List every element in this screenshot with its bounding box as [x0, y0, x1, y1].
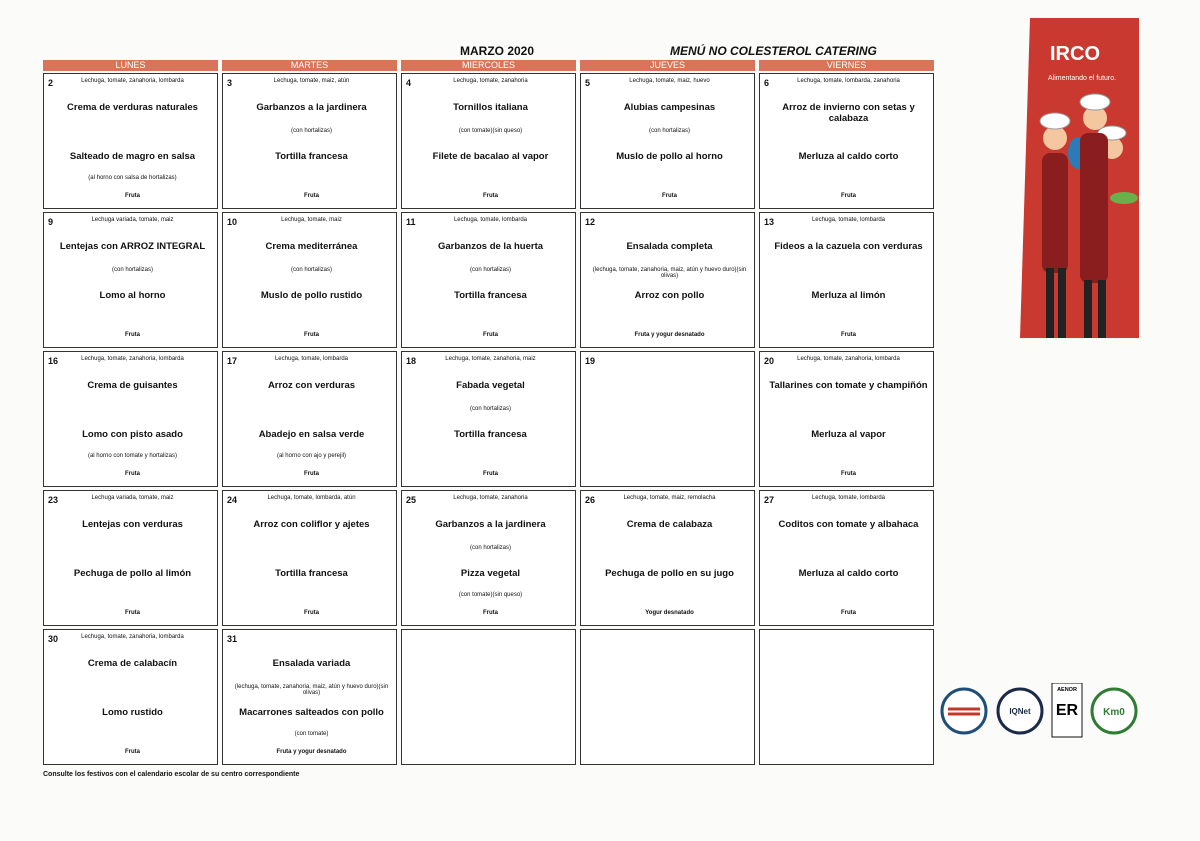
second-course: Macarrones salteados con pollo [239, 707, 384, 718]
second-course-note: (al horno con ajo y perejil) [276, 453, 347, 459]
day-cell [759, 351, 934, 487]
first-course: Crema de guisantes [87, 380, 178, 391]
salad-text: Lechuga, tomate, lombarda, atún [267, 495, 356, 501]
day-cell [222, 351, 397, 487]
first-course: Coditos con tomate y albahaca [778, 519, 919, 530]
day-cell [401, 73, 576, 209]
day-cell [222, 629, 397, 765]
first-course: Lentejas con ARROZ INTEGRAL [59, 241, 206, 252]
day-cell [222, 212, 397, 348]
day-number: 30 [48, 634, 59, 644]
day-number: 4 [406, 78, 412, 88]
day-cell [401, 212, 576, 348]
second-course-note: (con tomate)(sin queso) [458, 592, 523, 598]
day-cell [580, 490, 755, 626]
weekday-wednesday: MIERCOLES [401, 60, 576, 71]
dessert-text: Fruta [304, 332, 319, 338]
salad-text: Lechuga, tomate, zanahoria [453, 495, 528, 501]
day-cell [222, 490, 397, 626]
day-cell [759, 212, 934, 348]
dessert-text: Fruta [125, 332, 140, 338]
second-course-note: (con tomate) [294, 731, 329, 737]
day-number: 19 [585, 356, 596, 366]
second-course: Arroz con pollo [634, 290, 705, 301]
first-course: Lentejas con verduras [82, 519, 183, 530]
first-course: Ensalada completa [626, 241, 713, 252]
salad-text: Lechuga variada, tomate, maiz [91, 495, 174, 501]
first-course: Garbanzos a la jardinera [435, 519, 546, 530]
first-course-note: (con hortalizas) [469, 406, 511, 412]
dessert-text: Fruta [483, 471, 498, 477]
second-course: Tortilla francesa [275, 151, 348, 162]
dessert-text: Fruta [841, 471, 856, 477]
second-course: Muslo de pollo al horno [616, 151, 723, 162]
salad-text: Lechuga variada, tomate, maiz [91, 217, 174, 223]
day-cell [222, 73, 397, 209]
salad-text: Lechuga, tomate, maiz, remolacha [623, 495, 716, 501]
day-cell [580, 351, 755, 487]
day-cell [580, 629, 755, 765]
first-course: Arroz con verduras [267, 380, 356, 391]
irco-brand-panel [1020, 18, 1139, 338]
second-course: Pechuga de pollo en su jugo [605, 568, 734, 579]
dessert-text: Fruta [125, 193, 140, 199]
second-course: Abadejo en salsa verde [258, 429, 365, 440]
day-number: 6 [764, 78, 770, 88]
first-course: Garbanzos a la jardinera [256, 102, 367, 113]
second-course: Lomo al horno [99, 290, 166, 301]
second-course-note: (al horno con tomate y hortalizas) [87, 453, 178, 459]
day-number: 12 [585, 217, 596, 227]
salad-text: Lechuga, tomate, maiz [281, 217, 342, 223]
menu-title: MENÚ NO COLESTEROL CATERING [670, 44, 877, 58]
first-course-note: (con tomate)(sin queso) [458, 128, 523, 134]
salad-text: Lechuga, tomate, zanahoria [453, 78, 528, 84]
day-cell [43, 629, 218, 765]
first-course: Crema de verduras naturales [67, 102, 198, 113]
first-course: Crema de calabacín [87, 658, 178, 669]
second-course: Merluza al caldo corto [798, 151, 899, 162]
footer-note: Consulte los festivos con el calendario escolar de su centro correspondiente [43, 771, 300, 778]
second-course: Merluza al limón [811, 290, 886, 301]
first-course-note: (con hortalizas) [469, 545, 511, 551]
second-course: Tortilla francesa [275, 568, 348, 579]
dessert-text: Fruta [662, 193, 677, 199]
day-number: 10 [227, 217, 238, 227]
salad-text: Lechuga, tomate, lombarda [274, 356, 349, 362]
second-course: Merluza al vapor [811, 429, 886, 440]
day-number: 27 [764, 495, 775, 505]
weekday-monday: LUNES [43, 60, 218, 71]
first-course: Crema mediterránea [265, 241, 358, 252]
certification-logos [940, 683, 1140, 739]
first-course: Crema de calabaza [626, 519, 713, 530]
day-cell [43, 73, 218, 209]
day-number: 25 [406, 495, 417, 505]
weekday-header [43, 60, 935, 72]
day-number: 17 [227, 356, 238, 366]
salad-text: Lechuga, tomate, maiz, huevo [629, 78, 710, 84]
day-number: 20 [764, 356, 775, 366]
weekday-friday: VIERNES [759, 60, 934, 71]
salad-text: Lechuga, tomate, zanahoria, lombarda [81, 356, 184, 362]
salad-text: Lechuga, tomate, lombarda, zanahoria [797, 78, 900, 84]
first-course-note: (lechuga, tomate, zanahoria, maiz, atún y huevo duro)(sin olivas) [592, 267, 747, 279]
dessert-text: Fruta [841, 193, 856, 199]
day-cell [759, 629, 934, 765]
second-course-note: (al horno con salsa de hortalizas) [88, 175, 177, 181]
first-course-note: (con hortalizas) [648, 128, 690, 134]
salad-text: Lechuga, tomate, zanahoria, lombarda [797, 356, 900, 362]
salad-text: Lechuga, tomate, lombarda [453, 217, 528, 223]
day-cell [401, 490, 576, 626]
first-course: Garbanzos de la huerta [437, 241, 544, 252]
second-course: Merluza al caldo corto [798, 568, 899, 579]
day-number: 26 [585, 495, 596, 505]
day-number: 31 [227, 634, 238, 644]
day-number: 18 [406, 356, 417, 366]
dessert-text: Fruta y yogur desnatado [276, 749, 347, 755]
second-course: Tortilla francesa [454, 290, 527, 301]
first-course-note: (con hortalizas) [469, 267, 511, 273]
day-number: 16 [48, 356, 59, 366]
dessert-text: Fruta [483, 193, 498, 199]
second-course: Filete de bacalao al vapor [432, 151, 549, 162]
day-number: 5 [585, 78, 591, 88]
first-course-note: (lechuga, tomate, zanahoria, maiz, atún y huevo duro)(sin olivas) [234, 684, 389, 696]
first-course: Alubias campesinas [623, 102, 716, 113]
salad-text: Lechuga, tomate, zanahoria, maiz [445, 356, 536, 362]
day-cell [759, 73, 934, 209]
iqnet-logo [998, 689, 1042, 733]
first-course-note: (con hortalizas) [290, 267, 332, 273]
svg-text:ER: ER [1055, 702, 1079, 719]
first-course: Arroz de invierno con setas y calabaza [782, 102, 915, 124]
second-course: Tortilla francesa [454, 429, 527, 440]
first-course-note: (con hortalizas) [111, 267, 153, 273]
day-cell [43, 212, 218, 348]
dessert-text: Fruta [125, 610, 140, 616]
svg-text:Km0: Km0 [1103, 707, 1125, 718]
day-cell [759, 490, 934, 626]
day-number: 13 [764, 217, 775, 227]
second-course: Lomo con pisto asado [82, 429, 183, 440]
svg-text:AENOR: AENOR [1057, 687, 1077, 693]
weekday-tuesday: MARTES [222, 60, 397, 71]
second-course: Salteado de magro en salsa [69, 151, 196, 162]
first-course: Fabada vegetal [456, 380, 525, 391]
dessert-text: Fruta [125, 471, 140, 477]
dessert-text: Fruta y yogur desnatado [634, 332, 705, 338]
first-course: Ensalada variada [272, 658, 351, 669]
dessert-text: Fruta [125, 749, 140, 755]
dessert-text: Fruta [483, 610, 498, 616]
day-cell [43, 490, 218, 626]
dessert-text: Fruta [304, 193, 319, 199]
day-number: 3 [227, 78, 233, 88]
page-title: MARZO 2020 [460, 44, 535, 58]
first-course: Arroz con coliflor y ajetes [253, 519, 370, 530]
day-cell [401, 351, 576, 487]
first-course: Tallarines con tomate y champiñón [769, 380, 928, 391]
quality-seal-icon [942, 689, 986, 733]
dessert-text: Fruta [841, 610, 856, 616]
menu-calendar-grid [43, 73, 935, 770]
second-course: Muslo de pollo rustido [260, 290, 363, 301]
day-cell [43, 351, 218, 487]
day-cell [580, 73, 755, 209]
salad-text: Lechuga, tomate, zanahoria, lombarda [81, 78, 184, 84]
dessert-text: Yogur desnatado [645, 610, 694, 616]
salad-text: Lechuga, tomate, lombarda [811, 495, 886, 501]
first-course-note: (con hortalizas) [290, 128, 332, 134]
brand-tagline: Alimentando el futuro. [1048, 75, 1117, 82]
second-course: Pizza vegetal [460, 568, 521, 579]
svg-text:IQNet: IQNet [1009, 707, 1031, 716]
salad-text: Lechuga, tomate, lombarda [811, 217, 886, 223]
salad-text: Lechuga, tomate, maiz, atún [273, 78, 350, 84]
dessert-text: Fruta [304, 610, 319, 616]
day-number: 23 [48, 495, 59, 505]
dessert-text: Fruta [483, 332, 498, 338]
day-number: 11 [406, 217, 416, 227]
day-number: 9 [48, 217, 54, 227]
second-course: Lomo rustido [102, 707, 163, 718]
first-course: Fideos a la cazuela con verduras [774, 241, 923, 252]
first-course: Tornillos italiana [453, 102, 528, 113]
day-cell [401, 629, 576, 765]
day-number: 24 [227, 495, 238, 505]
day-cell [580, 212, 755, 348]
brand-logo: IRCO [1050, 43, 1100, 65]
weekday-thursday: JUEVES [580, 60, 755, 71]
day-number: 2 [48, 78, 54, 88]
aenor-er-logo [1052, 683, 1082, 737]
dessert-text: Fruta [304, 471, 319, 477]
km0-logo [1092, 689, 1136, 733]
salad-text: Lechuga, tomate, zanahoria, lombarda [81, 634, 184, 640]
second-course: Pechuga de pollo al limón [73, 568, 192, 579]
dessert-text: Fruta [841, 332, 856, 338]
